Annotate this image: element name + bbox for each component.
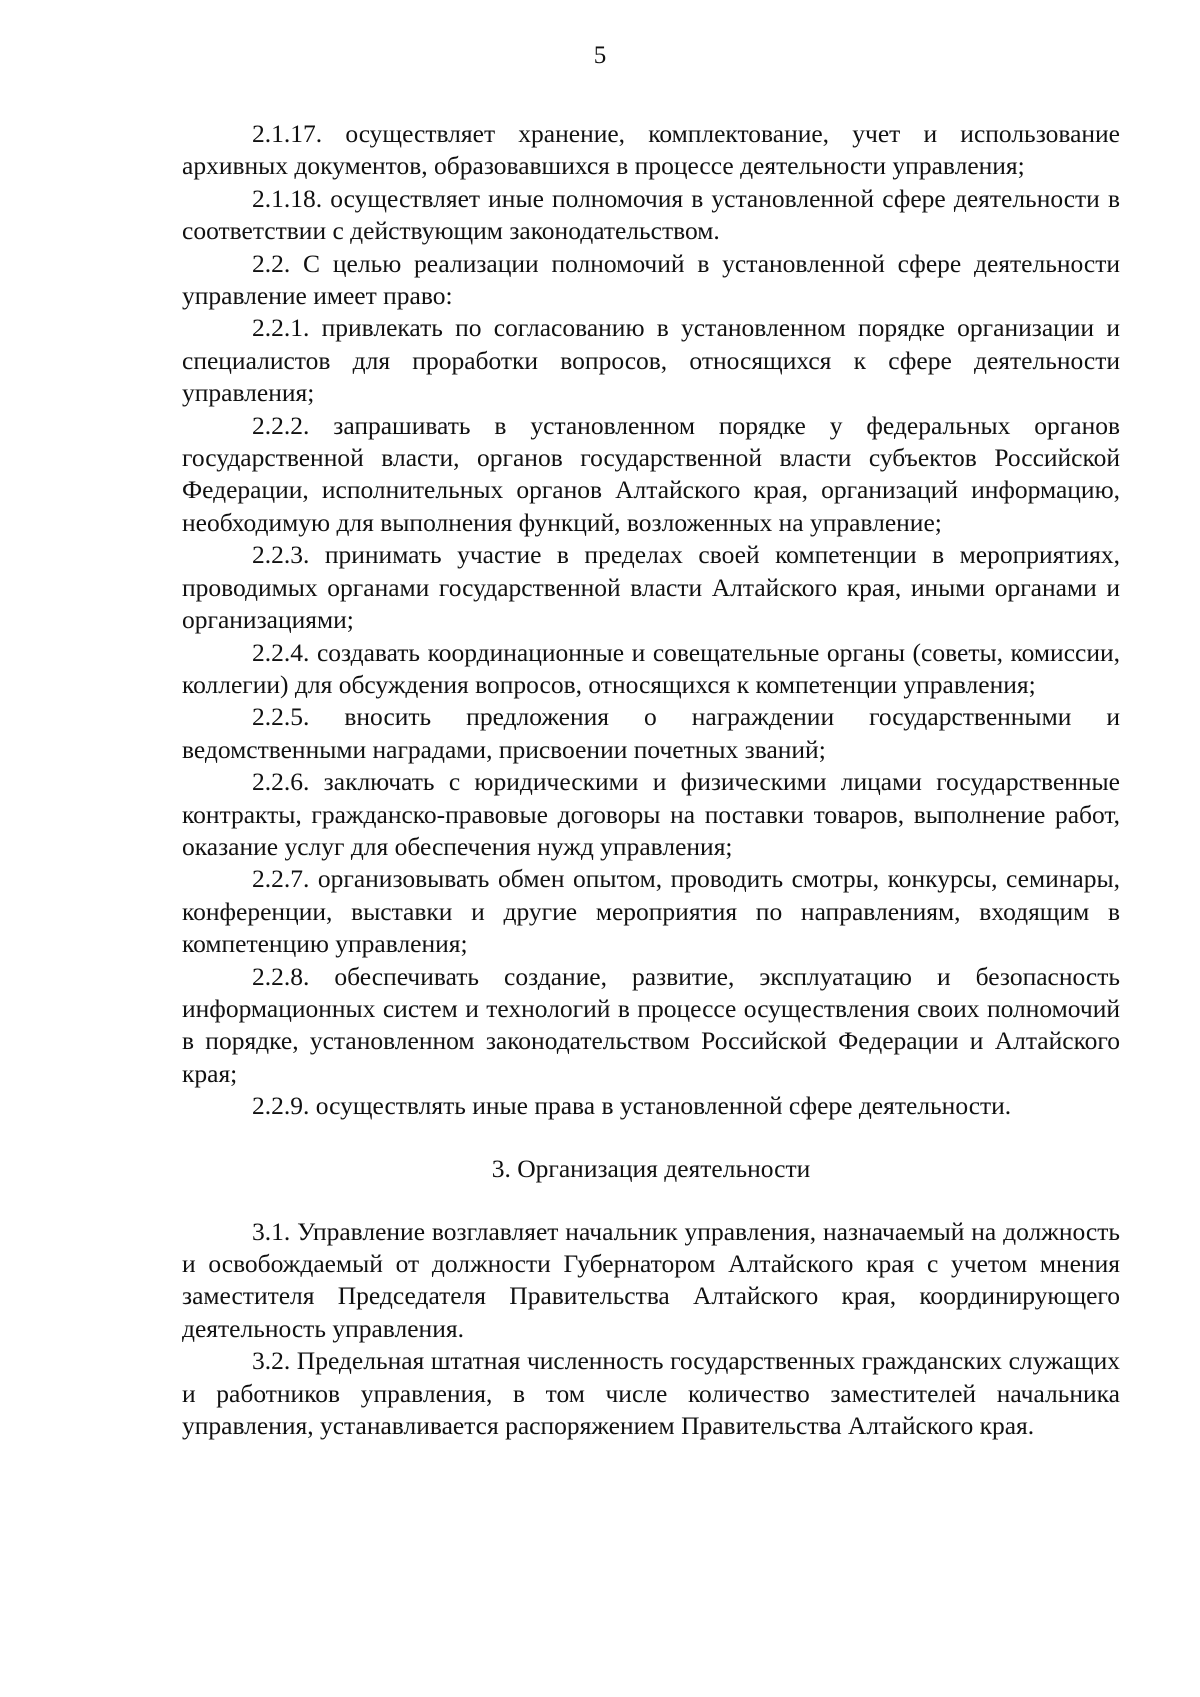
paragraph-2-2-1: 2.2.1. привлекать по согласованию в установленном порядке организации и специалистов для проработки вопросов, относящихся к сфере деятельности управления; [182,313,1120,408]
page-number: 5 [593,42,607,69]
paragraph-2-1-17: 2.1.17. осуществляет хранение, комплектование, учет и использование архивных документов, образовавшихся в процессе деятельности управления; [182,119,1120,181]
section-heading: 3. Организация деятельности [491,1153,811,1183]
paragraph-2-2-8: 2.2.8. обеспечивать создание, развитие, эксплуатацию и безопасность информационных систем и технологий в процессе осуществления своих полномочий в порядке, установленном законодательством Российской Федерации и Алтайского края; [182,961,1120,1088]
paragraph-2-1-18: 2.1.18. осуществляет иные полномочия в установленной сфере деятельности в соответствии с действующим законодательством. [182,183,1120,246]
paragraph-2-2-9: 2.2.9. осуществлять иные права в установленной сфере деятельности. [252,1091,1012,1121]
paragraph-3-2: 3.2. Предельная штатная численность государственных гражданских служащих и работников управления, в том числе количество заместителей начальника управления, устанавливается распоряжением Правительства Алтайского края. [182,1346,1120,1441]
paragraph-2-2-5: 2.2.5. вносить предложения о награждении государственными и ведомственными наградами, присвоении почетных званий; [182,702,1120,764]
document-body [182,118,1120,1442]
paragraph-3-1: 3.1. Управление возглавляет начальник управления, назначаемый на должность и освобождаемый от должности Губернатором Алтайского края с учетом мнения заместителя Председателя Правительства Алтайского края, координирующего деятельность управления. [182,1216,1120,1343]
paragraph-2-2-4: 2.2.4. создавать координационные и совещательные органы (советы, комиссии, коллегии) для обсуждения вопросов, относящихся к компетенции управления; [182,637,1120,699]
paragraph-2-2-2: 2.2.2. запрашивать в установленном порядке у федеральных органов государственной власти, органов государственной власти субъектов Российской Федерации, исполнительных органов Алтайского края, организаций информацию, необходимую для выполнения функций, возложенных на управление; [182,410,1120,537]
paragraph-2-2: 2.2. С целью реализации полномочий в установленной сфере деятельности управление имеет право: [182,248,1120,311]
paragraph-2-2-3: 2.2.3. принимать участие в пределах своей компетенции в мероприятиях, проводимых органами государственной власти Алтайского края, иными органами и организациями; [182,540,1120,635]
paragraph-2-2-7: 2.2.7. организовывать обмен опытом, проводить смотры, конкурсы, семинары, конференции, выставки и другие мероприятия по направлениям, входящим в компетенцию управления; [182,864,1120,959]
paragraph-2-2-6: 2.2.6. заключать с юридическими и физическими лицами государственные контракты, гражданско-правовые договоры на поставки товаров, выполнение работ, оказание услуг для обеспечения нужд управления; [182,767,1120,861]
